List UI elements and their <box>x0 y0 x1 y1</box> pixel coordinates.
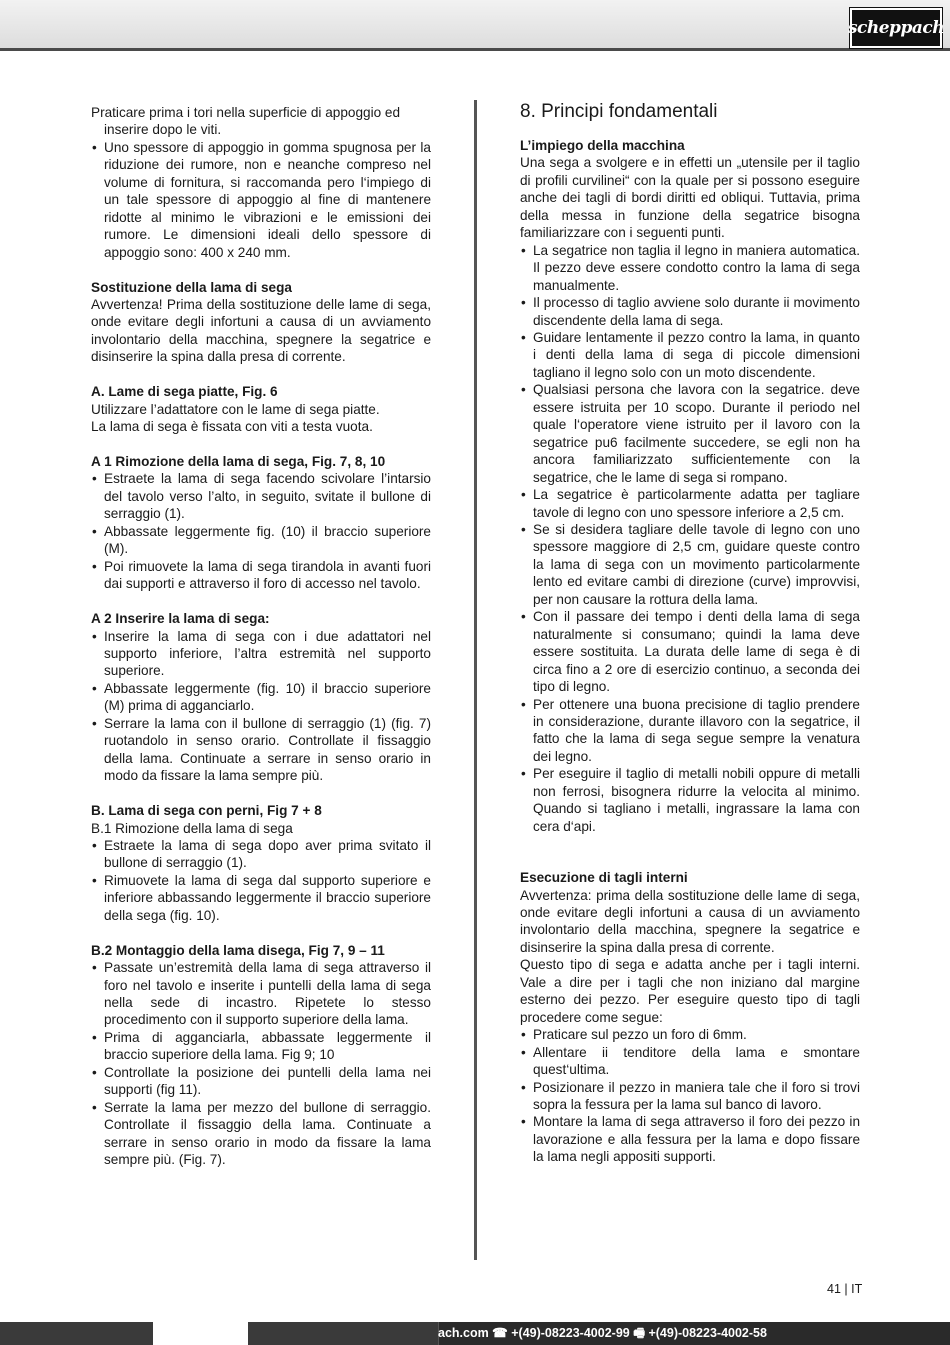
list-item: • Serrare la lama con il bullone di serraggio (1) (fig. 7) ruotandolo in senso orario. Controllate il fissaggio della lama. Continuate a serrare in senso orario in modo da fissare la lama sempre più. <box>91 715 431 785</box>
paragraph: La lama di sega è fissata con viti a testa vuota. <box>91 419 373 435</box>
list-item: • Montare la lama di sega attraverso il foro dei pezzo in lavorazione e alla fessura per la lama e dopo fissare la lama negli appositi supporti. <box>520 1113 860 1165</box>
footer-block <box>65 1322 104 1345</box>
header-divider <box>0 48 950 51</box>
section-heading: B.2 Montaggio della lama disega, Fig 7, 9 – 11 <box>91 942 385 958</box>
footer-block <box>20 1322 66 1345</box>
paragraph: Questo tipo di sega e adatta anche per i tagli interni. Vale a dire per i tagli che non iniziano dal margine esterno dei pezzo. Per eseguire questo tipo di tagli procedere come segue: <box>520 957 860 1025</box>
list-item: • Guidare lentamente il pezzo contro la lama, in quanto i denti della lama di sega di piccole dimensioni tagliano il legno solo con un moto discendente. <box>520 329 860 381</box>
list-item: • La segatrice non taglia il legno in maniera automatica. Il pezzo deve essere condotto contro la lama di sega manualmente. <box>520 242 860 294</box>
footer-block <box>248 1322 289 1345</box>
footer-block <box>288 1322 317 1345</box>
subheading: B.1 Rimozione della lama di sega <box>91 820 293 836</box>
section-heading: Sostituzione della lama di sega <box>91 279 292 295</box>
left-column <box>91 104 431 1169</box>
section-heading: B. Lama di sega con perni, Fig 7 + 8 <box>91 803 322 819</box>
list-item: • Prima di agganciarla, abbassate leggermente il braccio superiore della lama. Fig 9; 10 <box>91 1029 431 1064</box>
section-heading: A. Lame di sega piatte, Fig. 6 <box>91 384 278 400</box>
intro-text-cont: inserire dopo le viti. <box>104 122 222 138</box>
list-item: • Qualsiasi persona che lavora con la segatrice. deve essere istruita per 10 scopo. Durante il periodo nel quale l‘operatore viene istruito per il lavoro con la segatrice pu6 facilmente succedere, se egli non ha ancora familiarizzato sufficientemente con la segatrice, che le lame di sega si rompano. <box>520 381 860 486</box>
section-title: 8. Principi fondamentali <box>520 101 718 122</box>
list-item: • Il processo di taglio avviene solo durante ii movimento discendente della lama di sega. <box>520 294 860 329</box>
list-item: • Per eseguire il taglio di metalli nobili oppure di metalli non ferrosi, bisognera ridurre la velocita al minimo. Quando si tagliano i metalli, ingrassare la lama con cera d‘api. <box>520 765 860 835</box>
paragraph: Utilizzare l’adattatore con le lame di sega piatte. <box>91 401 380 417</box>
footer-bar <box>0 1322 950 1345</box>
intro-text: Praticare prima i tori nella superficie di appoggio ed <box>91 105 401 120</box>
paragraph: Avvertenza: prima della sostituzione delle lame di sega, onde evitare degli infortuni a causa di un avviamento involontario della macchina, spegnere la segatrice e disinserire la spina dalla presa di corrente. <box>520 887 860 955</box>
section-heading: Esecuzione di tagli interni <box>520 870 688 886</box>
list-item: • Estraete la lama di sega facendo scivolare l’intarsio del tavolo verso l’alto, in seguito, svitate il bullone di serraggio (1). <box>91 470 431 522</box>
b2-list <box>91 959 431 1168</box>
list-item: • Abbassate leggermente fig. (10) il braccio superiore (M). <box>91 523 431 558</box>
footer-block <box>103 1322 154 1345</box>
footer-block <box>366 1322 407 1345</box>
b1-list <box>91 837 431 924</box>
list-item: • Inserire la lama di sega con i due adattatori nel supporto inferiore, l’altra estremità nel supporto superiore. <box>91 628 431 680</box>
list-item: • Posizionare il pezzo in maniera tale che il foro si trovi sopra la fessura per la lama sul banco di lavoro. <box>520 1079 860 1114</box>
list-item: • Abbassate leggermente (fig. 10) il braccio superiore (M) prima di agganciarlo. <box>91 680 431 715</box>
a1-list <box>91 470 431 592</box>
section-heading: A 1 Rimozione della lama di sega, Fig. 7, 8, 10 <box>91 454 386 470</box>
section-heading: A 2 Inserire la lama di sega: <box>91 611 270 627</box>
list-item: • Rimuovete la lama di sega dal supporto superiore e inferiore abbassando leggermente il braccio superiore della sega (fig. 10). <box>91 872 431 924</box>
interni-list <box>520 1026 860 1166</box>
column-divider <box>474 100 477 1260</box>
list-item: • Passate un’estremità della lama di sega attraverso il foro nel tavolo e inserite i puntelli della lama di sega nella sede di incastro. Ripetete lo stesso procedimento con il supporto superiore della lama. <box>91 959 431 1029</box>
list-item: • Serrate la lama per mezzo del bullone di serraggio. Controllate il fissaggio della lama. Continuate a serrare in senso orario in modo da fissare la lama sempre più. (Fig. 7). <box>91 1099 431 1169</box>
list-item: • Poi rimuovete la lama di sega tirandola in avanti fuori dai supporti e attraverso il foro di accesso nel tavolo. <box>91 558 431 593</box>
list-item: • Praticare sul pezzo un foro di 6mm. <box>520 1026 860 1043</box>
list-item: • Controllate la posizione dei puntelli della lama nei supporti (fig 11). <box>91 1064 431 1099</box>
paragraph: Avvertenza! Prima della sostituzione delle lame di sega, onde evitare degli infortuni a causa di un avviamento involontario della macchina, spegnere la segatrice e disinserire la spina dalla presa di corrente. <box>91 296 431 365</box>
paragraph: Una sega a svolgere e in effetti un „utensile per il taglio di profili curvilinei“ con la quale per si possono eseguire anche dei tagli di bordi diritti ed obliqui. Tuttavia, prima della messa in funzione della segatrice bisogna familiarizzare con i seguenti punti. <box>520 155 860 241</box>
header-band <box>0 0 950 50</box>
page-number: 41 | IT <box>827 1282 863 1296</box>
list-item: • Se si desidera tagliare delle tavole di legno con uno spessore maggiore di 2,5 cm, guidare queste contro la lama di sega con un movimento particolarmente lento ed evitare cambi di direzione (curve) improvvisi, per non causare la rottura della lama. <box>520 521 860 608</box>
a2-list <box>91 628 431 785</box>
list-item: • Con il passare dei tempo i denti della lama di sega naturalmente si consumano; quindi la lama deve essere sostituita. La durata delle lame di sega è di circa fino a 2 ore di esercizio continuo, a seconda dei tipo di legno. <box>520 608 860 695</box>
footer-block <box>316 1322 367 1345</box>
list-item: • La segatrice è particolarmente adatta per tagliare tavole di legno con uno spessore inferiore a 2,5 cm. <box>520 486 860 521</box>
scheppach-logo: scheppach <box>850 8 942 48</box>
footer-block-light <box>153 1322 248 1345</box>
right-column <box>520 100 860 1166</box>
list-item: • Uno spessore di appoggio in gomma spugnosa per la riduzione dei rumore, non e neanche compreso nel volume di fornitura, si raccomanda pero l‘impiego di un tale spessore di appoggio al fine di mantenere ridotte al minimo le vibrazioni e le emissioni dei rumore. Le dimensioni ideali dello spessore di appoggio sono: 400 x 240 mm. <box>91 139 431 261</box>
footer-block <box>0 1322 21 1345</box>
section-heading: L’impiego della macchina <box>520 138 685 153</box>
list-item: • Allentare ii tenditore della lama e smontare quest‘ultima. <box>520 1044 860 1079</box>
footer-contact: ach.com ☎ +(49)-08223-4002-99 🖷 +(49)-08223-4002-58 <box>438 1326 767 1340</box>
impiego-list <box>520 242 860 835</box>
list-item: • Per ottenere una buona precisione di taglio prendere in considerazione, durante illavoro con la segatrice, il fatto che la lama di sega segue sempre la venatura dei legno. <box>520 696 860 766</box>
footer-block <box>406 1322 439 1345</box>
intro-list <box>91 139 431 261</box>
list-item: • Estraete la lama di sega dopo aver prima svitato il bullone di serraggio (1). <box>91 837 431 872</box>
